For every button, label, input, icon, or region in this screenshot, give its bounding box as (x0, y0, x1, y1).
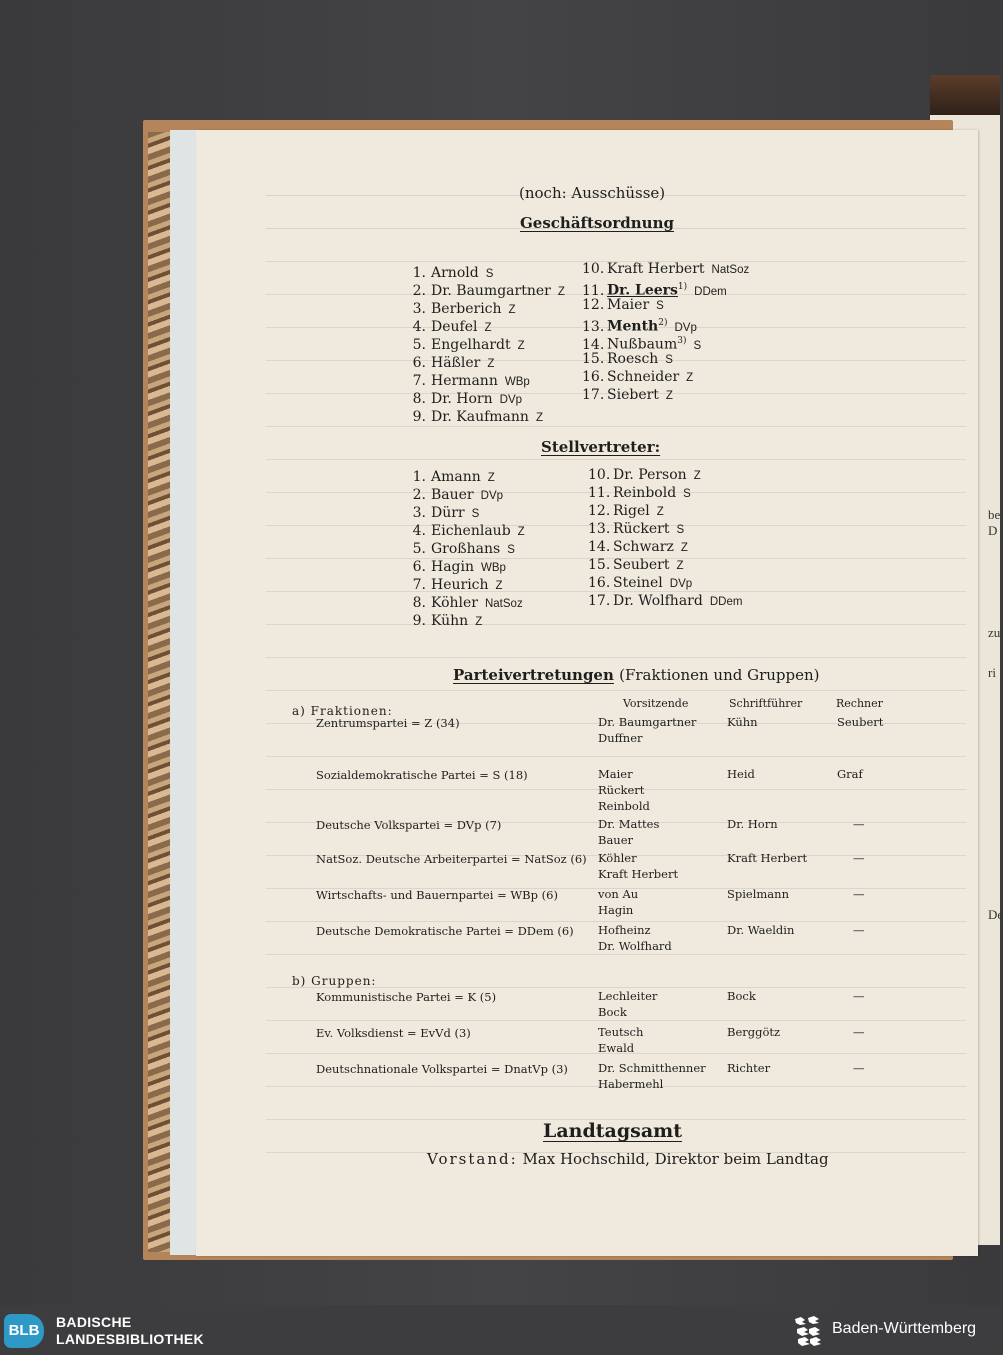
list-item (406, 594, 525, 612)
chair-name: von Au (598, 887, 639, 901)
list-item (588, 484, 742, 502)
vorstand-text: Max Hochschild, Direktor beim Landtag (522, 1150, 829, 1168)
library-name[interactable] (56, 1314, 204, 1348)
list-item (582, 368, 749, 386)
chair-names (598, 922, 672, 954)
chair-name: Maier (598, 767, 633, 781)
member-name: Rigel (613, 503, 650, 519)
member-name: Steinel (613, 575, 663, 591)
chair-name: Kraft Herbert (598, 867, 679, 881)
member-number: 15. (588, 557, 611, 573)
member-name: Nußbaum (607, 336, 678, 353)
member-number: 9. (412, 409, 426, 425)
member-number: 8. (412, 595, 426, 611)
party-abbreviation: Z (656, 506, 664, 518)
member-name: Berberich (431, 301, 502, 317)
section-heading-landtagsamt: Landtagsamt (543, 1120, 683, 1142)
list-item (406, 264, 565, 282)
chair-names (598, 988, 657, 1020)
party-abbreviation: DDem (694, 285, 727, 298)
vorstand-line (427, 1150, 829, 1168)
party-abbreviation: Z (517, 340, 525, 352)
member-name: Menth (607, 318, 659, 335)
chair-name: Köhler (598, 851, 637, 865)
member-name: Dr. Person (613, 467, 687, 483)
party-abbreviation: S (471, 508, 480, 520)
blb-logo[interactable]: BLB (4, 1314, 44, 1348)
chair-name: Hagin (598, 903, 634, 917)
chair-name: Dr. Schmitthenner (598, 1061, 706, 1075)
secretary-name: Dr. Waeldin (727, 923, 795, 937)
list-item (588, 538, 742, 556)
chair-names (598, 1024, 643, 1056)
member-name: Hagin (431, 559, 475, 575)
member-number: 11. (582, 282, 605, 299)
chair-name: Dr. Baumgartner (598, 715, 697, 729)
treasurer-name: Graf (837, 767, 863, 781)
treasurer-name: — (853, 817, 865, 831)
chair-name: Dr. Wolfhard (598, 939, 672, 953)
member-number: 7. (412, 577, 426, 593)
parteivertretungen-subtitle: (Fraktionen und Gruppen) (619, 666, 820, 684)
chair-names (598, 850, 678, 882)
member-name: Deufel (431, 319, 478, 335)
member-name: Reinbold (613, 485, 677, 501)
treasurer-name: — (853, 887, 865, 901)
secretary-name: Kraft Herbert (727, 851, 808, 865)
member-number: 6. (412, 355, 426, 371)
member-name: Schwarz (613, 539, 674, 555)
member-name: Dr. Baumgartner (431, 283, 551, 299)
member-number: 17. (588, 593, 611, 609)
member-name: Dr. Wolfhard (613, 593, 703, 609)
member-name: Heurich (431, 577, 489, 593)
section-heading-geschaeftsordnung: Geschäftsordnung (520, 214, 674, 232)
party-abbreviation: DVp (674, 321, 697, 334)
chair-names (598, 886, 638, 918)
member-number: 13. (582, 318, 605, 335)
secretary-name: Richter (727, 1061, 771, 1075)
member-name: Rückert (613, 521, 670, 537)
party-abbreviation: Z (693, 470, 701, 482)
list-item (406, 486, 525, 504)
list-item (406, 282, 565, 300)
list-item (406, 336, 565, 354)
member-number: 15. (582, 351, 605, 367)
member-number: 1. (412, 469, 426, 485)
list-item (582, 278, 749, 299)
member-number: 6. (412, 559, 426, 575)
member-number: 11. (588, 485, 611, 501)
member-list-right (582, 260, 749, 404)
chair-name: Duffner (598, 731, 643, 745)
state-name[interactable]: Baden-Württemberg (832, 1320, 977, 1337)
book-spine (930, 75, 1000, 115)
party-abbreviation: Z (557, 286, 565, 298)
member-name: Bauer (431, 487, 474, 503)
member-name: Engelhardt (431, 337, 511, 353)
party-abbreviation: NatSoz (484, 598, 523, 610)
party-abbreviation: WBp (481, 562, 506, 574)
chair-names (598, 816, 659, 848)
chair-name: Teutsch (598, 1025, 644, 1039)
member-number: 16. (582, 369, 605, 385)
party-abbreviation: Z (508, 304, 516, 316)
secretary-name: Kühn (727, 715, 758, 729)
member-name: Dr. Kaufmann (431, 409, 529, 425)
treasurer-name: — (853, 923, 865, 937)
member-name: Arnold (431, 265, 479, 281)
party-abbreviation: Z (484, 322, 492, 334)
party-abbreviation: NatSoz (711, 264, 750, 276)
party-name: Deutschnationale Volkspartei = DnatVp (3) (316, 1062, 568, 1076)
member-number: 17. (582, 387, 605, 403)
party-abbreviation: Z (475, 616, 483, 628)
secretary-name: Dr. Horn (727, 817, 778, 831)
list-item (588, 574, 742, 592)
party-abbreviation: S (683, 488, 691, 500)
member-name: Großhans (431, 541, 501, 557)
list-item (406, 468, 525, 486)
party-abbreviation: Z (487, 358, 495, 370)
list-item (406, 354, 565, 372)
treasurer-name: — (853, 989, 865, 1003)
party-abbreviation: DVp (669, 578, 693, 590)
member-number: 7. (412, 373, 426, 389)
secretary-name: Heid (727, 767, 755, 781)
party-abbreviation: S (656, 300, 664, 312)
member-name: Schneider (607, 369, 680, 385)
party-name: Wirtschafts- und Bauernpartei = WBp (6) (316, 888, 558, 902)
parteivertretungen-title: Parteivertretungen (453, 666, 614, 684)
party-abbreviation: Z (665, 390, 673, 402)
continuation-heading: (noch: Ausschüsse) (519, 184, 666, 202)
treasurer-name: — (853, 1061, 865, 1075)
member-name: Köhler (431, 595, 478, 611)
list-item (588, 520, 742, 538)
footnote-marker: 1) (677, 282, 688, 292)
party-abbreviation: DVp (480, 490, 504, 502)
book-page (196, 130, 978, 1256)
member-name: Eichenlaub (431, 523, 511, 539)
member-number: 3. (412, 301, 426, 317)
member-name: Kraft Herbert (607, 261, 705, 277)
column-header-schriftfuehrer: Schriftführer (729, 697, 803, 710)
chair-names (598, 766, 650, 814)
party-abbreviation: DDem (709, 596, 743, 608)
member-number: 1. (412, 265, 426, 281)
chair-name: Rückert (598, 783, 645, 797)
adjacent-text-fragment: ri (988, 665, 996, 680)
column-header-rechner: Rechner (836, 697, 883, 710)
member-name: Häßler (431, 355, 481, 371)
party-abbreviation: Z (495, 580, 503, 592)
deputy-list-left (406, 468, 525, 630)
viewer-footer (0, 1305, 1000, 1355)
party-abbreviation: Z (517, 526, 525, 538)
chair-name: Lechleiter (598, 989, 658, 1003)
list-item (406, 612, 525, 630)
list-item (406, 504, 525, 522)
list-item (406, 408, 565, 426)
section-heading-parteivertretungen (453, 666, 820, 684)
party-name: Deutsche Demokratische Partei = DDem (6) (316, 924, 574, 938)
member-number: 16. (588, 575, 611, 591)
list-item (406, 558, 525, 576)
party-abbreviation: Z (535, 412, 543, 424)
party-abbreviation: Z (686, 372, 694, 384)
adjacent-text-fragment: be (988, 507, 1001, 522)
member-number: 2. (412, 487, 426, 503)
library-name-line1: BADISCHE (56, 1314, 132, 1330)
member-number: 5. (412, 337, 426, 353)
member-number: 14. (582, 336, 605, 353)
party-abbreviation: S (693, 339, 702, 352)
party-abbreviation: S (676, 524, 685, 536)
party-name: Sozialdemokratische Partei = S (18) (316, 768, 528, 782)
list-item (588, 466, 742, 484)
member-name: Dr. Leers (607, 282, 678, 299)
list-item (582, 350, 749, 368)
member-number: 4. (412, 319, 426, 335)
treasurer-name: — (853, 851, 865, 865)
member-number: 3. (412, 505, 426, 521)
treasurer-name: Seubert (837, 715, 884, 729)
lions-coat-of-arms-icon (792, 1315, 822, 1347)
party-abbreviation: DVp (499, 394, 523, 406)
list-item (406, 372, 565, 390)
chair-names (598, 1060, 706, 1092)
list-item (588, 502, 742, 520)
chair-name: Dr. Mattes (598, 817, 660, 831)
member-number: 10. (582, 261, 605, 277)
adjacent-text-fragment: D (988, 523, 998, 538)
deputy-list-right (588, 466, 742, 610)
member-name: Dürr (431, 505, 465, 521)
treasurer-name: — (853, 1025, 865, 1039)
member-number: 5. (412, 541, 426, 557)
secretary-name: Berggötz (727, 1025, 781, 1039)
member-number: 12. (582, 297, 605, 313)
adjacent-text-fragment: De (988, 907, 1003, 922)
section-heading-stellvertreter: Stellvertreter: (541, 438, 661, 456)
label-gruppen: b) Gruppen: (292, 974, 377, 988)
member-list-left (406, 264, 565, 426)
footnote-marker: 2) (658, 318, 668, 328)
member-number: 13. (588, 521, 611, 537)
chair-name: Habermehl (598, 1077, 664, 1091)
chair-name: Bock (598, 1005, 627, 1019)
party-name: NatSoz. Deutsche Arbeiterpartei = NatSoz (6) (316, 852, 587, 866)
secretary-name: Spielmann (727, 887, 789, 901)
member-number: 8. (412, 391, 426, 407)
party-abbreviation: S (485, 268, 494, 280)
library-name-line2: LANDESBIBLIOTHEK (56, 1331, 204, 1347)
member-number: 12. (588, 503, 611, 519)
list-item (582, 314, 749, 335)
column-header-vorsitzende: Vorsitzende (623, 697, 689, 710)
member-number: 10. (588, 467, 611, 483)
chair-name: Bauer (598, 833, 634, 847)
chair-name: Hofheinz (598, 923, 651, 937)
party-abbreviation: Z (680, 542, 688, 554)
list-item (406, 576, 525, 594)
party-abbreviation: S (665, 354, 673, 366)
list-item (406, 300, 565, 318)
party-name: Zentrumspartei = Z (34) (316, 716, 460, 730)
party-name: Deutsche Volkspartei = DVp (7) (316, 818, 502, 832)
member-name: Seubert (613, 557, 670, 573)
party-abbreviation: WBp (504, 376, 530, 388)
list-item (406, 522, 525, 540)
flyleaf (170, 130, 196, 1255)
member-name: Maier (607, 297, 650, 313)
adjacent-text-fragment: zu (988, 625, 1001, 640)
label-fraktionen: a) Fraktionen: (292, 704, 393, 718)
party-abbreviation: Z (676, 560, 684, 572)
secretary-name: Bock (727, 989, 756, 1003)
chair-name: Ewald (598, 1041, 635, 1055)
list-item (582, 260, 749, 278)
list-item (582, 332, 749, 353)
member-name: Amann (431, 469, 481, 485)
list-item (406, 540, 525, 558)
member-name: Siebert (607, 387, 659, 403)
party-name: Ev. Volksdienst = EvVd (3) (316, 1026, 471, 1040)
member-name: Roesch (607, 351, 659, 367)
member-name: Hermann (431, 373, 498, 389)
party-abbreviation: Z (487, 472, 495, 484)
member-number: 2. (412, 283, 426, 299)
member-number: 4. (412, 523, 426, 539)
list-item (582, 386, 749, 404)
member-number: 9. (412, 613, 426, 629)
marbled-endpaper (148, 132, 170, 1252)
list-item (406, 390, 565, 408)
party-name: Kommunistische Partei = K (5) (316, 990, 497, 1004)
member-name: Dr. Horn (431, 391, 493, 407)
list-item (406, 318, 565, 336)
footnote-marker: 3) (677, 336, 687, 346)
chair-names (598, 714, 696, 746)
party-abbreviation: S (507, 544, 515, 556)
list-item (588, 556, 742, 574)
list-item (588, 592, 742, 610)
member-number: 14. (588, 539, 611, 555)
chair-name: Reinbold (598, 799, 650, 813)
member-name: Kühn (431, 613, 469, 629)
vorstand-label: Vorstand: (427, 1150, 518, 1168)
